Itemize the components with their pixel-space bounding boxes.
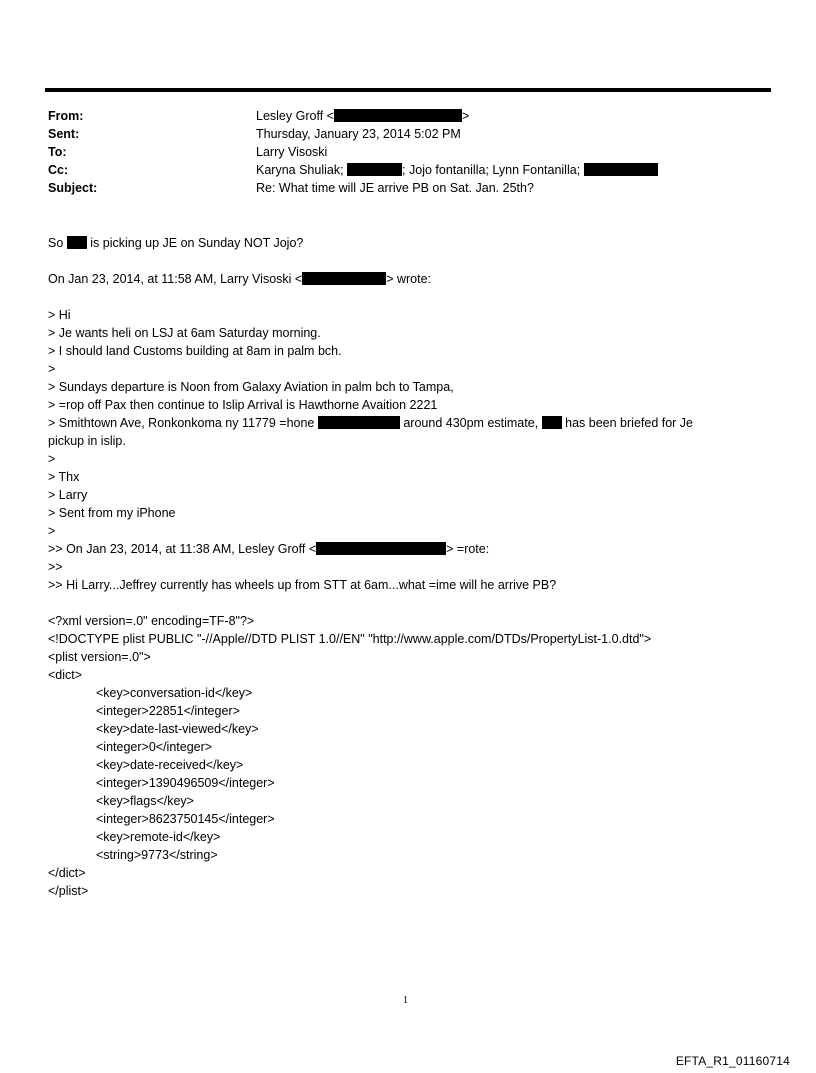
redaction-box (584, 163, 658, 176)
xml-line: <key>conversation-id</key> (96, 686, 253, 700)
quoted-line: > Sundays departure is Noon from Galaxy Aviation in palm bch to Tampa, (48, 380, 454, 394)
xml-line: <integer>8623750145</integer> (96, 812, 275, 826)
redaction-box (318, 416, 400, 429)
quoted-line: > Hi (48, 308, 71, 322)
cc-row (48, 161, 748, 179)
to-value: Larry Visoski (256, 145, 328, 159)
cc-name-1: Karyna Shuliak; (256, 163, 344, 177)
xml-line: <plist version=.0"> (48, 650, 151, 664)
xml-line: <string>9773</string> (96, 848, 218, 862)
from-value (256, 107, 469, 125)
xml-line: <!DOCTYPE plist PUBLIC "-//Apple//DTD PLIST 1.0//EN" "http://www.apple.com/DTDs/PropertyList-1.0.dtd"> (48, 632, 652, 646)
sent-label: Sent: (48, 127, 80, 141)
redaction-box (302, 272, 386, 285)
redaction-box (334, 109, 462, 122)
from-name: Lesley Groff < (256, 109, 334, 123)
quoted-line: > =rop off Pax then continue to Islip Arrival is Hawthorne Avaition 2221 (48, 398, 438, 412)
xml-line: <key>remote-id</key> (96, 830, 221, 844)
document-id: EFTA_R1_01160714 (675, 1054, 790, 1068)
xml-line: <integer>1390496509</integer> (96, 776, 275, 790)
to-label: To: (48, 145, 67, 159)
sent-value: Thursday, January 23, 2014 5:02 PM (256, 127, 461, 141)
quoted-line: > (48, 452, 56, 466)
quoted-line: > (48, 524, 56, 538)
redaction-box (347, 163, 402, 176)
to-row (48, 143, 748, 161)
xml-line: <key>date-last-viewed</key> (96, 722, 259, 736)
xml-line: <key>date-received</key> (96, 758, 244, 772)
quoted-line: > Sent from my iPhone (48, 506, 176, 520)
redaction-box (67, 236, 87, 249)
redaction-box (316, 542, 446, 555)
subject-label: Subject: (48, 181, 98, 195)
quoted-line: > Larry (48, 488, 88, 502)
quoted-line: pickup in islip. (48, 434, 126, 448)
redaction-box (542, 416, 562, 429)
subject-row (48, 179, 748, 197)
xml-line: <?xml version=.0" encoding=TF-8"?> (48, 614, 255, 628)
xml-line: <key>flags</key> (96, 794, 194, 808)
xml-line: </plist> (48, 884, 89, 898)
header-rule (45, 88, 771, 92)
body-line: So is picking up JE on Sunday NOT Jojo? (48, 236, 304, 250)
body-line: On Jan 23, 2014, at 11:58 AM, Larry Visoski < > wrote: (48, 272, 432, 286)
quoted-line: >> Hi Larry...Jeffrey currently has wheels up from STT at 6am...what =ime will he arrive PB? (48, 578, 557, 592)
cc-label: Cc: (48, 163, 69, 177)
xml-line: </dict> (48, 866, 86, 880)
quoted-line: >> (48, 560, 63, 574)
quoted-line: > Smithtown Ave, Ronkonkoma ny 11779 =hone around 430pm estimate, has been briefed for Je (48, 416, 694, 430)
sent-row (48, 125, 748, 143)
subject-value: Re: What time will JE arrive PB on Sat. Jan. 25th? (256, 181, 534, 195)
from-label: From: (48, 109, 84, 123)
cc-value (256, 161, 658, 179)
xml-line: <dict> (48, 668, 83, 682)
quoted-line: >> On Jan 23, 2014, at 11:38 AM, Lesley Groff < > =rote: (48, 542, 490, 556)
quoted-line: > Thx (48, 470, 80, 484)
page-number: 1 (403, 995, 408, 1006)
from-row (48, 107, 748, 125)
cc-names-rest: ; Jojo fontanilla; Lynn Fontanilla; (402, 163, 581, 177)
quoted-line: > (48, 362, 56, 376)
xml-line: <integer>0</integer> (96, 740, 213, 754)
xml-line: <integer>22851</integer> (96, 704, 240, 718)
quoted-line: > Je wants heli on LSJ at 6am Saturday morning. (48, 326, 321, 340)
from-close: > (461, 109, 470, 123)
quoted-line: > I should land Customs building at 8am in palm bch. (48, 344, 342, 358)
